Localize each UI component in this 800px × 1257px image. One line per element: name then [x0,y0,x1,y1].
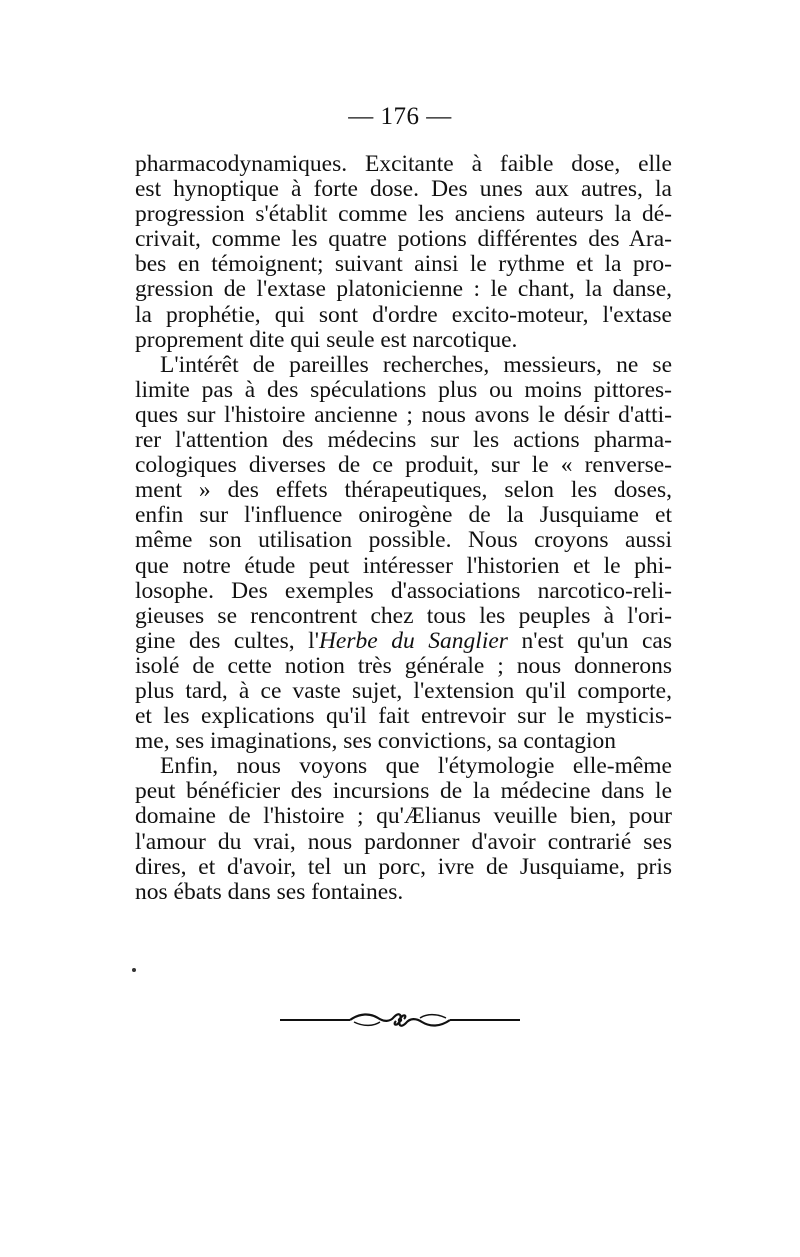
text-line: même son utilisation possible. Nous croyons aussi [135,527,672,554]
text-line: isolé de cette notion très générale ; nous donnerons [135,652,672,679]
text-line: bes en témoignent; suivant ainsi le rythme et la pro- [135,251,672,278]
text-line: limite pas à des spéculations plus ou moins pittores- [135,376,672,403]
ink-speck [132,968,136,972]
text-line: gieuses se rencontrent chez tous les peuples à l'ori- [135,602,672,629]
body-text [135,152,672,905]
text-line: nos ébats dans ses fontaines. [135,878,404,905]
text-line: gression de l'extase platonicienne : le chant, la danse, [135,276,672,303]
text-line: l'amour du vrai, nous pardonner d'avoir contrarié ses [135,828,672,855]
text-segment: n'est qu'un cas [507,627,672,654]
text-line: pharmacodynamiques. Excitante à faible dose, elle [135,151,672,177]
text-line: me, ses imaginations, ses convictions, sa contagion [135,728,617,755]
text-line: et les explications qu'il fait entrevoir sur le mysticis- [135,703,672,730]
text-line: que notre étude peut intéresser l'historien et le phi- [135,552,672,579]
text-segment: gine des cultes, l' [135,627,319,654]
text-line: plus tard, à ce vaste sujet, l'extension qu'il comporte, [135,677,672,704]
text-line-mixed [135,629,672,654]
tailpiece-ornament-icon [280,1005,520,1035]
text-line: ment » des effets thérapeutiques, selon les doses, [135,477,672,504]
text-line: L'intérêt de pareilles recherches, messieurs, ne se [160,351,672,378]
text-line: la prophétie, qui sont d'ordre excito-moteur, l'extase [135,301,672,328]
text-line: est hynoptique à forte dose. Des unes aux autres, la [135,176,672,203]
italic-title: Herbe du Sanglier [318,627,508,654]
text-line: Enfin, nous voyons que l'étymologie elle-même [160,753,672,780]
text-line: peut bénéficier des incursions de la médecine dans le [135,778,672,805]
text-line: ques sur l'histoire ancienne ; nous avons le désir d'atti- [135,401,672,428]
text-line: cologiques diverses de ce produit, sur le « renverse- [135,452,672,479]
text-line: enfin sur l'influence onirogène de la Jusquiame et [135,502,672,529]
text-line: dires, et d'avoir, tel un porc, ivre de Jusquiame, pris [135,853,672,880]
text-line: progression s'établit comme les anciens auteurs la dé- [135,201,672,228]
page-number: — 176 — [348,103,452,130]
text-line: crivait, comme les quatre potions différentes des Ara- [135,226,672,253]
text-line: domaine de l'histoire ; qu'Ælianus veuille bien, pour [135,803,672,830]
text-line: rer l'attention des médecins sur les actions pharma- [135,427,672,454]
text-line: losophe. Des exemples d'associations narcotico-reli- [135,577,672,604]
text-line: proprement dite qui seule est narcotique. [135,326,518,353]
